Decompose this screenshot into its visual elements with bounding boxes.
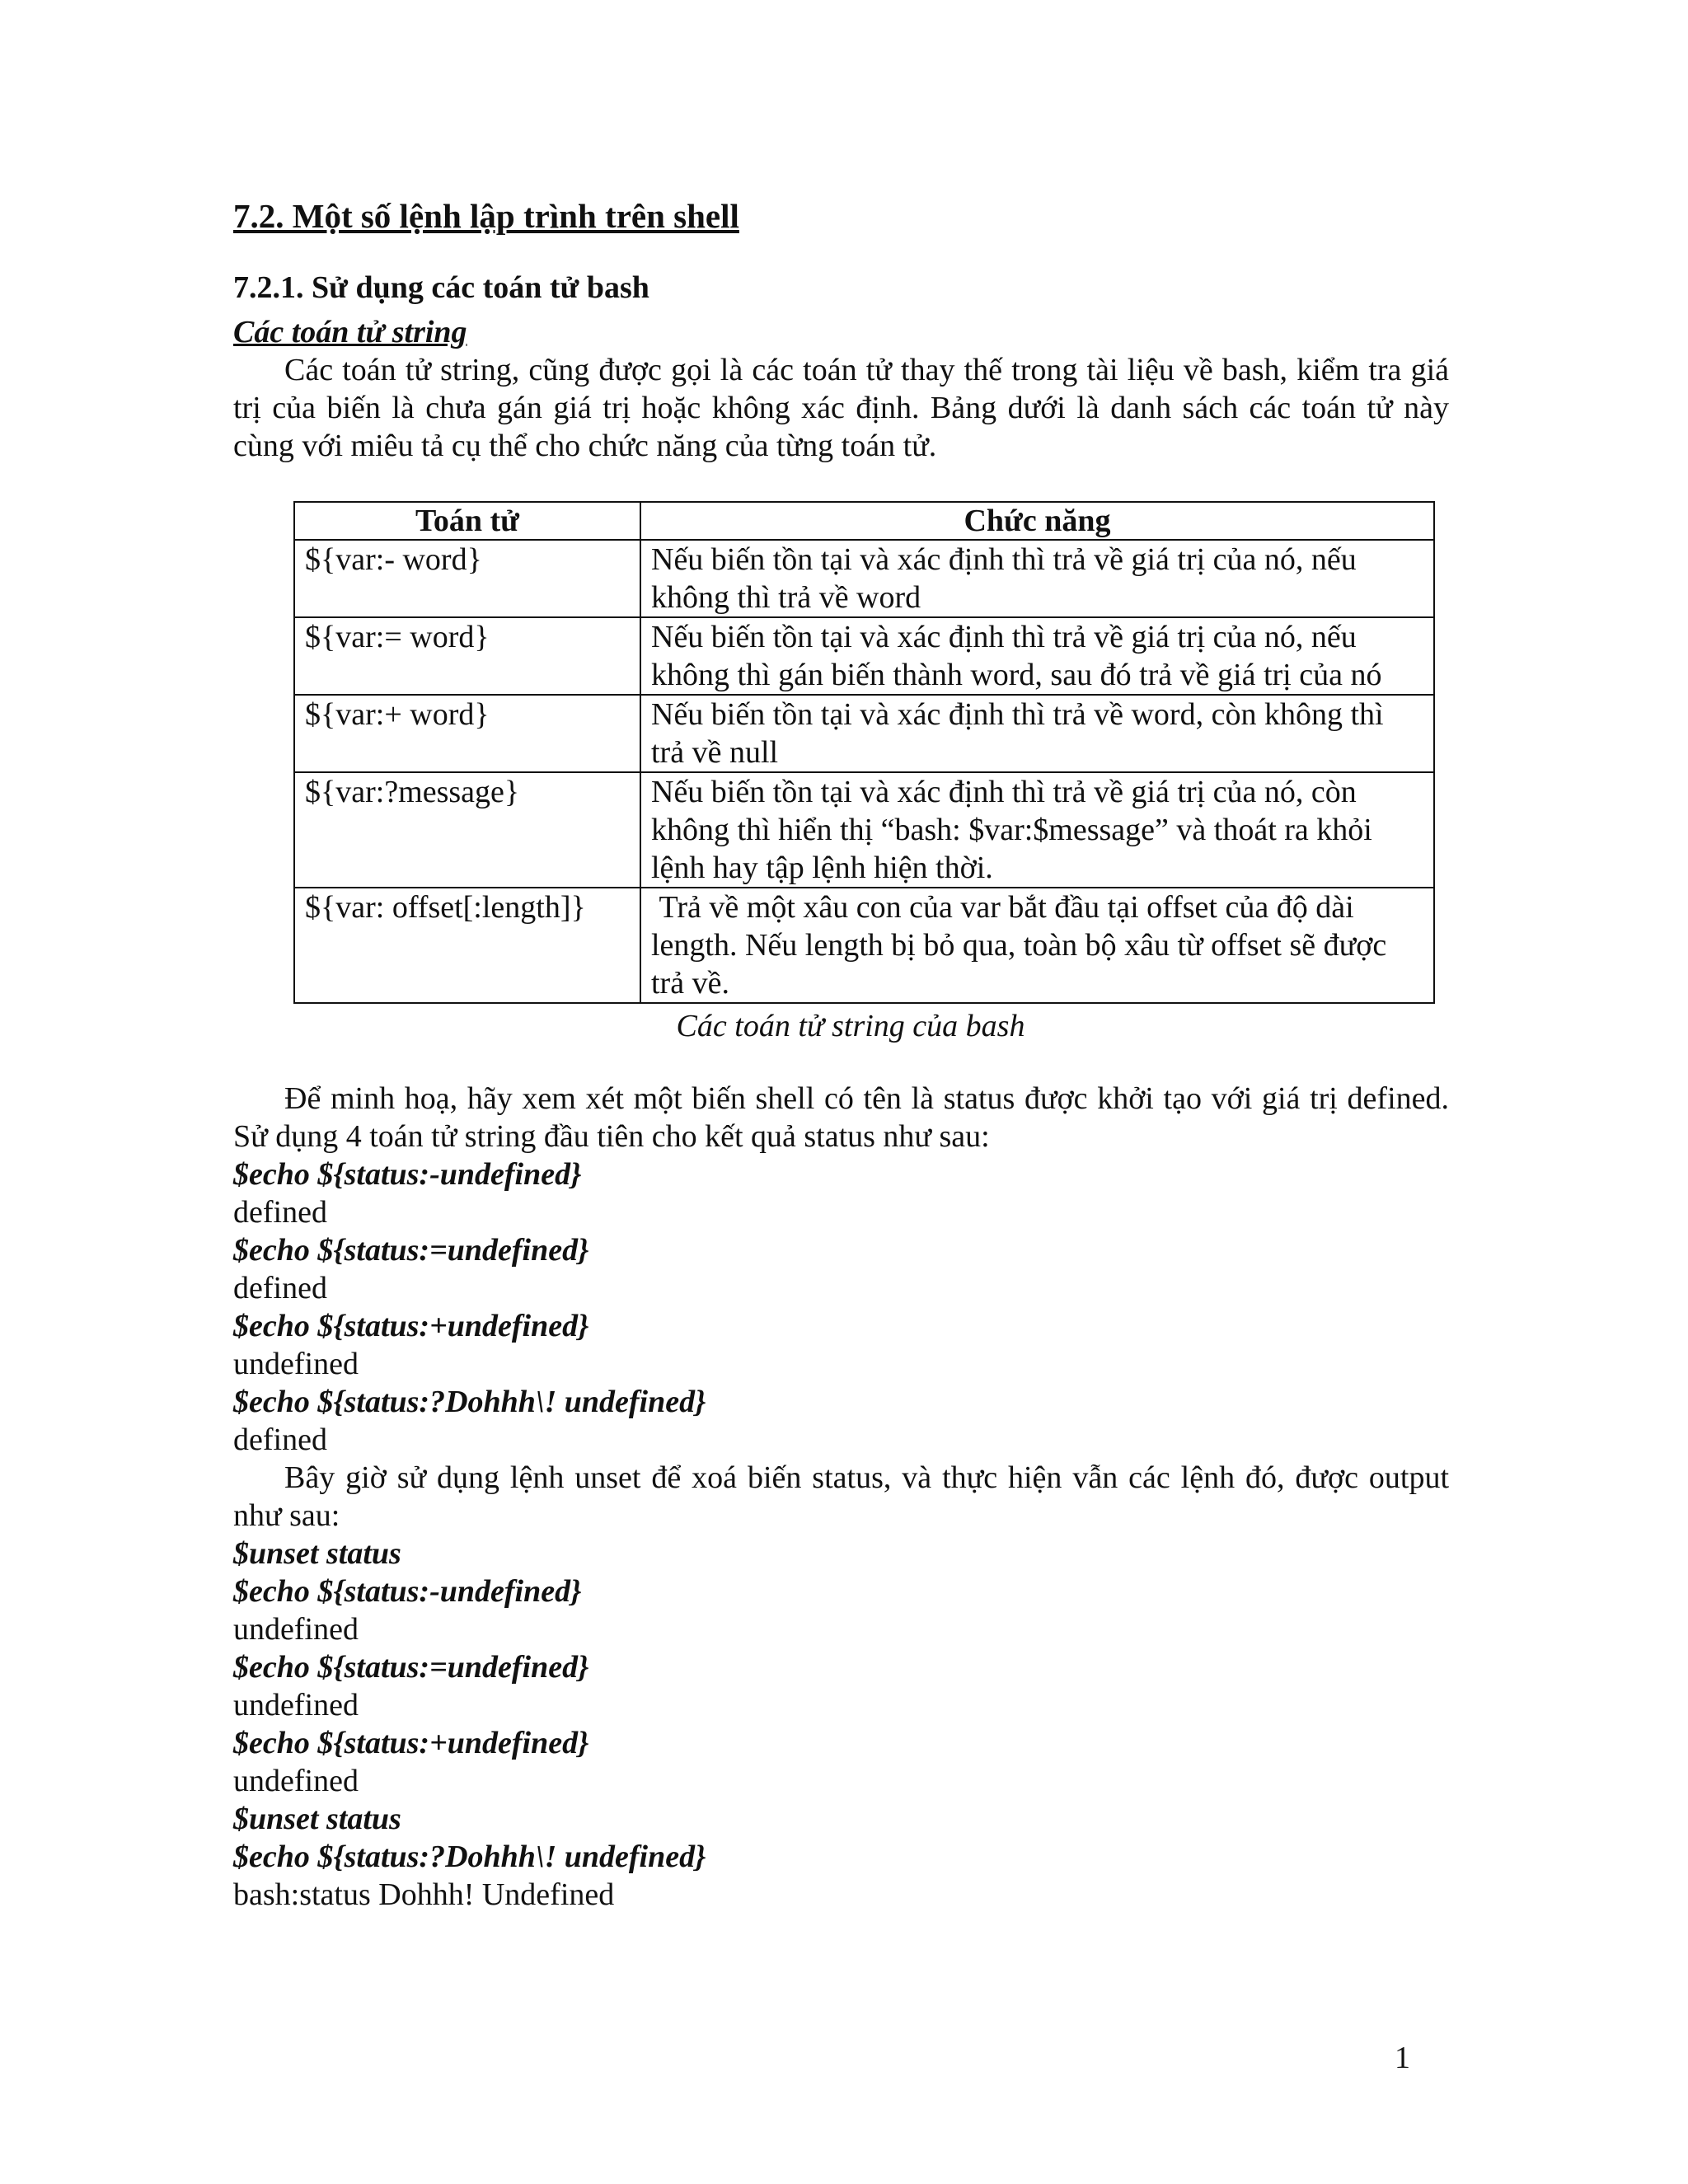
table-row <box>294 772 1434 888</box>
operator-cell: ${var:?message} <box>294 772 640 888</box>
table-row <box>294 695 1434 772</box>
shell-command-line: $echo ${status:-undefined} <box>233 1574 582 1609</box>
header-function: Chức năng <box>640 502 1434 540</box>
function-cell: Nếu biến tồn tại và xác định thì trả về giá trị của nó, nếu không thì gán biến thành word, sau đó trả về giá trị của nó <box>640 617 1434 695</box>
unset-paragraph: Bây giờ sử dụng lệnh unset để xoá biến status, và thực hiện vẫn các lệnh đó, được output như sau: <box>233 1460 1449 1533</box>
shell-output-line: undefined <box>233 1688 359 1722</box>
table-header-row <box>294 502 1434 540</box>
table-row <box>294 888 1434 1003</box>
operators-table <box>293 501 1435 1004</box>
section-title: 7.2. Một số lệnh lập trình trên shell <box>233 197 739 235</box>
operator-cell: ${var: offset[:length]} <box>294 888 640 1003</box>
subsection-title: 7.2.1. Sử dụng các toán tử bash <box>233 270 649 305</box>
shell-command-line: $echo ${status:-undefined} <box>233 1157 582 1192</box>
shell-output-line: bash:status Dohhh! Undefined <box>233 1877 615 1912</box>
document-page <box>233 194 1449 1914</box>
shell-output-line: undefined <box>233 1764 359 1798</box>
shell-command-line: $echo ${status:=undefined} <box>233 1650 589 1685</box>
shell-command-line: $echo ${status:?Dohhh\! undefined} <box>233 1385 706 1419</box>
page-number: 1 <box>1395 2041 1410 2075</box>
operator-cell: ${var:+ word} <box>294 695 640 772</box>
example-block-1 <box>233 1155 1449 1459</box>
shell-command-line: $echo ${status:+undefined} <box>233 1309 589 1343</box>
operator-cell: ${var:= word} <box>294 617 640 695</box>
shell-output-line: undefined <box>233 1612 359 1647</box>
function-cell: Trả về một xâu con của var bắt đầu tại offset của độ dài length. Nếu length bị bỏ qua, toàn bộ xâu từ offset sẽ được trả về. <box>640 888 1434 1003</box>
table-caption: Các toán tử string của bash <box>676 1009 1025 1043</box>
table-row <box>294 540 1434 617</box>
function-cell: Nếu biến tồn tại và xác định thì trả về giá trị của nó, nếu không thì trả về word <box>640 540 1434 617</box>
shell-output-line: defined <box>233 1195 327 1230</box>
shell-command-line: $unset status <box>233 1802 401 1836</box>
function-cell: Nếu biến tồn tại và xác định thì trả về giá trị của nó, còn không thì hiển thị “bash: $var:$message” và thoát ra khỏi lệnh hay tập lệnh hiện thời. <box>640 772 1434 888</box>
intro-paragraph: Các toán tử string, cũng được gọi là các toán tử thay thế trong tài liệu về bash, kiểm tra giá trị của biến là chưa gán giá trị hoặc không xác định. Bảng dưới là danh sách các toán tử này cùng với miêu tả cụ thể cho chức năng của từng toán tử. <box>233 353 1449 463</box>
table-row <box>294 617 1434 695</box>
shell-command-line: $echo ${status:+undefined} <box>233 1726 589 1760</box>
example-paragraph: Để minh hoạ, hãy xem xét một biến shell có tên là status được khởi tạo với giá trị defined. Sử dụng 4 toán tử string đầu tiên cho kết quả status như sau: <box>233 1081 1449 1154</box>
header-operator: Toán tử <box>294 502 640 540</box>
shell-command-line: $echo ${status:=undefined} <box>233 1233 589 1268</box>
shell-command-line: $echo ${status:?Dohhh\! undefined} <box>233 1840 706 1874</box>
operator-cell: ${var:- word} <box>294 540 640 617</box>
function-cell: Nếu biến tồn tại và xác định thì trả về word, còn không thì trả về null <box>640 695 1434 772</box>
example-block-2 <box>233 1535 1449 1914</box>
topic-title: Các toán tử string <box>233 315 467 349</box>
shell-command-line: $unset status <box>233 1536 401 1571</box>
shell-output-line: defined <box>233 1271 327 1305</box>
shell-output-line: undefined <box>233 1347 359 1381</box>
shell-output-line: defined <box>233 1422 327 1457</box>
